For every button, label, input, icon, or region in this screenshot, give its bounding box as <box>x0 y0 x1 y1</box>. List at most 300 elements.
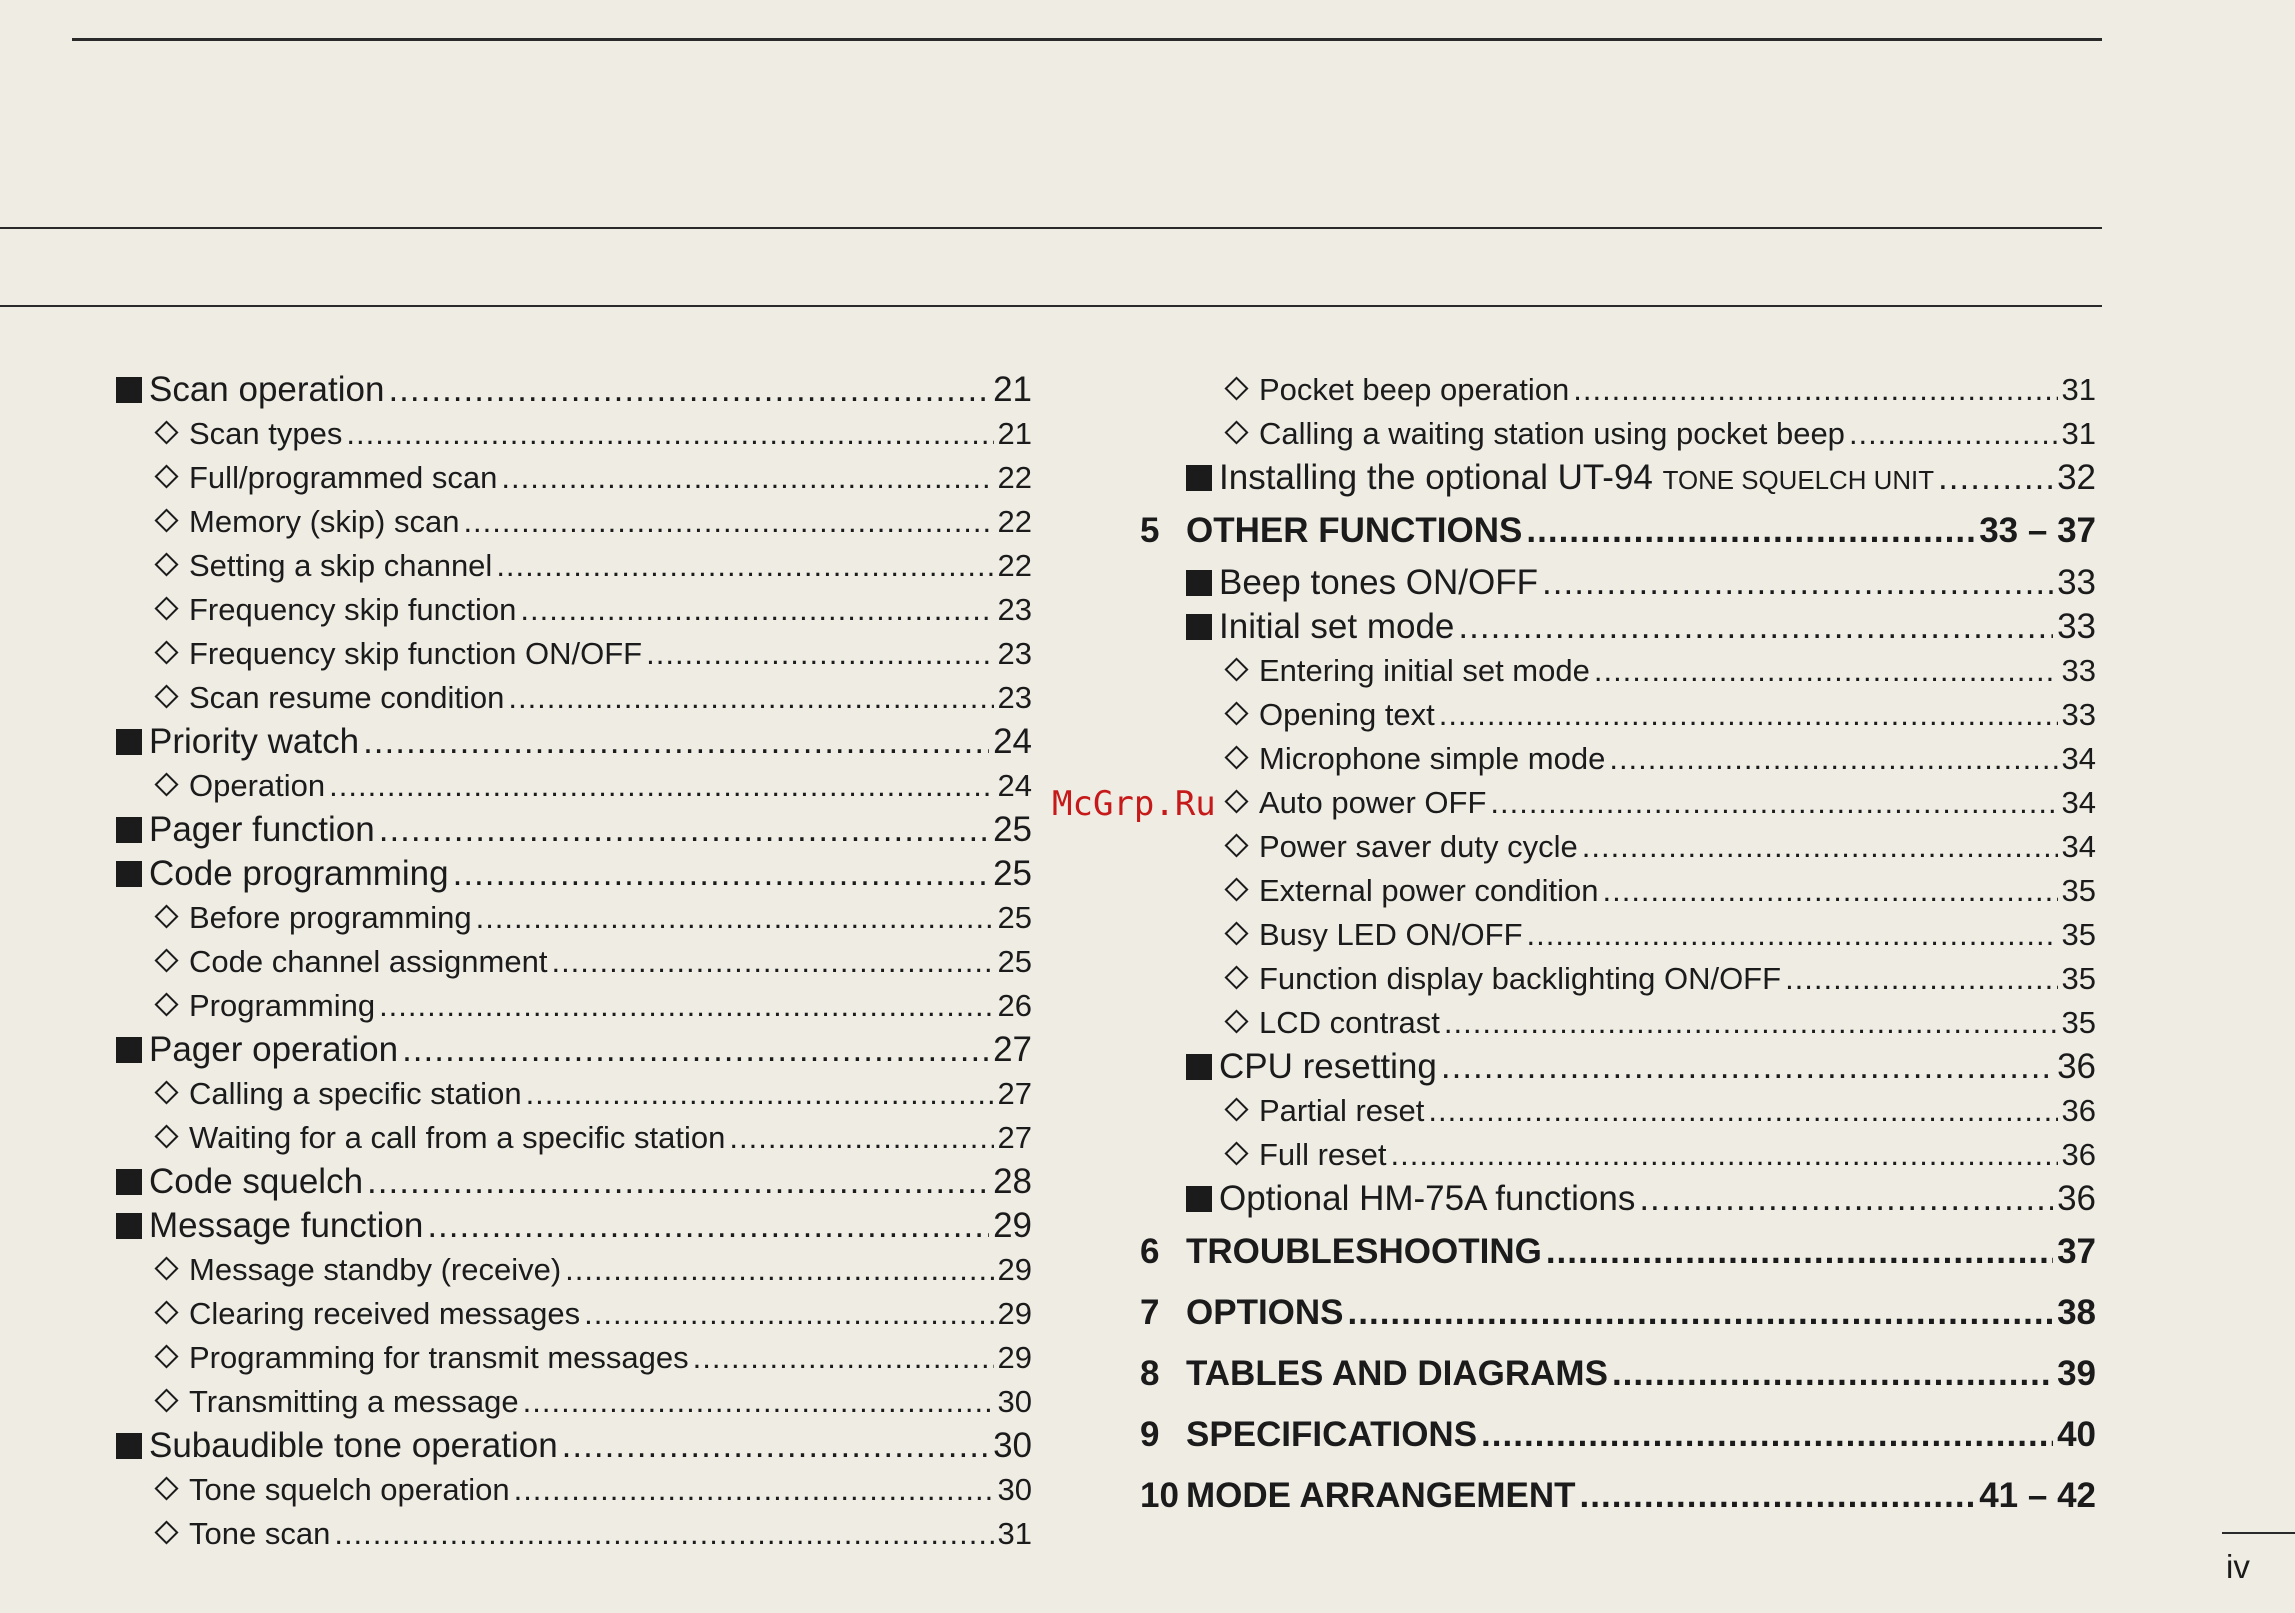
toc-entry-title <box>1186 605 1454 649</box>
toc-entry-label: LCD contrast <box>1259 1005 1440 1040</box>
square-bullet-icon <box>1186 1054 1212 1080</box>
diamond-bullet-icon <box>154 1300 178 1324</box>
toc-entry[interactable] <box>1140 1404 2096 1465</box>
chapter-number: 9 <box>1140 1415 1160 1454</box>
dot-leader <box>1527 913 2058 957</box>
toc-page-number: 33 <box>2061 653 2096 688</box>
chapter-number: 6 <box>1140 1232 1160 1271</box>
toc-entry[interactable] <box>116 412 1032 456</box>
dot-leader <box>1582 825 2058 869</box>
toc-entry[interactable] <box>116 1468 1032 1512</box>
toc-entry[interactable] <box>116 984 1032 1028</box>
toc-entry-label: Before programming <box>189 900 472 935</box>
square-bullet-icon <box>116 729 142 755</box>
toc-entry[interactable] <box>1140 456 2096 500</box>
toc-entry[interactable] <box>116 808 1032 852</box>
dot-leader <box>1546 1221 2053 1282</box>
diamond-bullet-icon <box>1224 1009 1248 1033</box>
toc-entry-title <box>154 1512 330 1556</box>
square-bullet-icon <box>1186 570 1212 596</box>
toc-entry[interactable] <box>1140 561 2096 605</box>
dot-leader <box>463 500 993 544</box>
toc-entry-label: Initial set mode <box>1219 607 1455 646</box>
toc-entry[interactable] <box>1140 1177 2096 1221</box>
toc-entry-title <box>1140 1221 1542 1282</box>
toc-entry-label: Clearing received messages <box>189 1296 581 1331</box>
diamond-bullet-icon <box>154 684 178 708</box>
toc-entry[interactable] <box>116 720 1032 764</box>
diamond-bullet-icon <box>154 508 178 532</box>
toc-entry-title <box>1140 1465 1576 1526</box>
toc-entry-label: Programming for transmit messages <box>189 1340 689 1375</box>
toc-entry-title <box>116 720 359 764</box>
diamond-bullet-icon <box>1224 877 1248 901</box>
toc-page-number: 24 <box>997 768 1032 803</box>
toc-entry-label: Busy LED ON/OFF <box>1259 917 1523 952</box>
square-bullet-icon <box>116 817 142 843</box>
square-bullet-icon <box>1186 1186 1212 1212</box>
toc-entry-label: Scan operation <box>149 370 385 409</box>
dot-leader <box>496 544 993 588</box>
toc-entry[interactable] <box>1140 1001 2096 1045</box>
toc-entry-title <box>154 1468 510 1512</box>
toc-page-number: 34 <box>2061 829 2096 864</box>
toc-page-number: 38 <box>2057 1293 2096 1332</box>
toc-entry-label: Beep tones ON/OFF <box>1219 563 1539 602</box>
toc-entry-title <box>154 588 516 632</box>
watermark: McGrp.Ru <box>1052 784 1216 824</box>
toc-page-number: 23 <box>997 592 1032 627</box>
dot-leader <box>453 852 989 896</box>
toc-page-number: 31 <box>997 1516 1032 1551</box>
chapter-number: 5 <box>1140 511 1160 550</box>
diamond-bullet-icon <box>154 1520 178 1544</box>
toc-page-number: 26 <box>997 988 1032 1023</box>
diamond-bullet-icon <box>154 1476 178 1500</box>
dot-leader <box>1458 605 2053 649</box>
toc-entry[interactable] <box>116 1512 1032 1556</box>
toc-page-number: 23 <box>997 680 1032 715</box>
toc-entry-title <box>116 368 384 412</box>
dot-leader <box>1609 737 2057 781</box>
diamond-bullet-icon <box>154 420 178 444</box>
toc-entry-title <box>154 1336 689 1380</box>
toc-entry[interactable] <box>1140 957 2096 1001</box>
toc-entry-label: Full reset <box>1259 1137 1387 1172</box>
toc-entry[interactable] <box>1140 825 2096 869</box>
toc-page-number: 35 <box>2061 873 2096 908</box>
dot-leader <box>1594 649 2058 693</box>
dot-leader <box>388 368 989 412</box>
toc-entry[interactable] <box>116 368 1032 412</box>
toc-entry[interactable] <box>1140 412 2096 456</box>
toc-entry-title <box>154 984 375 1028</box>
toc-page-number: 33 – 37 <box>1979 511 2096 550</box>
toc-entry-label: Transmitting a message <box>189 1384 519 1419</box>
header-rule-upper <box>0 227 2102 229</box>
toc-entry-label: Full/programmed scan <box>189 460 498 495</box>
toc-page-number: 30 <box>997 1384 1032 1419</box>
dot-leader <box>1602 869 2057 913</box>
toc-entry-label: Code channel assignment <box>189 944 548 979</box>
diamond-bullet-icon <box>154 772 178 796</box>
toc-page-number: 29 <box>993 1206 1032 1245</box>
dot-leader <box>379 808 989 852</box>
toc-left-column <box>116 368 1032 1556</box>
toc-entry[interactable] <box>116 1292 1032 1336</box>
toc-entry-label: Function display backlighting ON/OFF <box>1259 961 1782 996</box>
toc-entry-title <box>1224 1089 1424 1133</box>
dot-leader <box>476 896 994 940</box>
dot-leader <box>1441 1045 2053 1089</box>
dot-leader <box>1849 412 2058 456</box>
toc-entry-label: Pocket beep operation <box>1259 372 1570 407</box>
toc-entry-label: MODE ARRANGEMENT <box>1186 1476 1576 1515</box>
toc-entry-label: Code programming <box>149 854 449 893</box>
dot-leader <box>1639 1177 2053 1221</box>
diamond-bullet-icon <box>1224 701 1248 725</box>
toc-entry[interactable] <box>116 896 1032 940</box>
toc-page-number: 32 <box>2057 458 2096 497</box>
toc-entry[interactable] <box>1140 737 2096 781</box>
toc-page-number: 35 <box>2061 917 2096 952</box>
toc-page-number: 22 <box>997 504 1032 539</box>
toc-entry-title <box>116 808 375 852</box>
toc-entry-title <box>1140 1282 1344 1343</box>
diamond-bullet-icon <box>154 1256 178 1280</box>
toc-entry[interactable] <box>1140 1045 2096 1089</box>
dot-leader <box>1348 1282 2054 1343</box>
toc-page-number: 29 <box>997 1252 1032 1287</box>
toc-entry-label: Setting a skip channel <box>189 548 493 583</box>
toc-entry-title <box>1224 825 1578 869</box>
dot-leader <box>334 1512 993 1556</box>
chapter-number: 8 <box>1140 1354 1160 1393</box>
toc-entry-title <box>1140 1343 1608 1404</box>
toc-entry-label: OTHER FUNCTIONS <box>1186 511 1523 550</box>
toc-entry-title <box>1140 1404 1477 1465</box>
square-bullet-icon <box>116 861 142 887</box>
dot-leader <box>551 940 993 984</box>
toc-right-column <box>1140 368 2096 1526</box>
toc-entry[interactable] <box>1140 649 2096 693</box>
header-rule-lower <box>0 305 2102 307</box>
diamond-bullet-icon <box>154 464 178 488</box>
dot-leader <box>1938 456 2053 500</box>
toc-page-number: 27 <box>993 1030 1032 1069</box>
toc-entry-title <box>154 676 504 720</box>
toc-entry[interactable] <box>116 1204 1032 1248</box>
square-bullet-icon <box>1186 614 1212 640</box>
dot-leader <box>346 412 993 456</box>
chapter-number: 7 <box>1140 1293 1160 1332</box>
toc-entry-title <box>116 1028 398 1072</box>
toc-page-number: 35 <box>2061 1005 2096 1040</box>
toc-page-number: 23 <box>997 636 1032 671</box>
dot-leader <box>1439 693 2058 737</box>
toc-entry-label: SPECIFICATIONS <box>1186 1415 1478 1454</box>
toc-entry-title <box>1224 781 1486 825</box>
dot-leader <box>363 720 989 764</box>
toc-entry-title <box>154 1248 561 1292</box>
toc-entry[interactable] <box>1140 1465 2096 1526</box>
diamond-bullet-icon <box>1224 1097 1248 1121</box>
diamond-bullet-icon <box>154 948 178 972</box>
toc-page-number: 27 <box>997 1076 1032 1111</box>
dot-leader <box>1785 957 2057 1001</box>
toc-entry[interactable] <box>1140 1282 2096 1343</box>
toc-entry[interactable] <box>1140 781 2096 825</box>
toc-entry-label: Scan types <box>189 416 343 451</box>
toc-page-number: 31 <box>2061 372 2096 407</box>
toc-entry-title <box>154 896 472 940</box>
square-bullet-icon <box>116 1213 142 1239</box>
toc-entry-label: Power saver duty cycle <box>1259 829 1578 864</box>
top-rule <box>72 38 2102 41</box>
dot-leader <box>1526 500 1975 561</box>
toc-entry-label: Pager operation <box>149 1030 399 1069</box>
toc-entry-label: Auto power OFF <box>1259 785 1487 820</box>
toc-page-number: 22 <box>997 460 1032 495</box>
toc-entry[interactable] <box>1140 693 2096 737</box>
toc-page-number: 33 <box>2057 563 2096 602</box>
toc-page-number: 27 <box>997 1120 1032 1155</box>
toc-entry-title <box>1224 737 1605 781</box>
toc-page-number: 34 <box>2061 741 2096 776</box>
toc-entry[interactable] <box>1140 869 2096 913</box>
toc-page-number: 25 <box>993 810 1032 849</box>
dot-leader <box>427 1204 989 1248</box>
toc-entry-label: Partial reset <box>1259 1093 1425 1128</box>
toc-entry-label: TROUBLESHOOTING <box>1186 1232 1542 1271</box>
dot-leader <box>379 984 993 1028</box>
dot-leader <box>1390 1133 2057 1177</box>
toc-page-number: 33 <box>2057 607 2096 646</box>
toc-entry[interactable] <box>116 1380 1032 1424</box>
dot-leader <box>1580 1465 1976 1526</box>
toc-entry-title <box>154 1292 580 1336</box>
toc-page-number: 21 <box>993 370 1032 409</box>
toc-entry[interactable] <box>116 940 1032 984</box>
toc-page-number: 21 <box>997 416 1032 451</box>
toc-entry-label: Pager function <box>149 810 375 849</box>
diamond-bullet-icon <box>154 904 178 928</box>
dot-leader <box>1428 1089 2057 1133</box>
toc-entry-title <box>1224 1001 1440 1045</box>
toc-entry-label: Message standby (receive) <box>189 1252 562 1287</box>
toc-entry-title <box>154 456 497 500</box>
toc-entry[interactable] <box>116 456 1032 500</box>
toc-entry-suffix: TONE SQUELCH UNIT <box>1662 467 1935 495</box>
toc-entry-title <box>1224 1133 1386 1177</box>
diamond-bullet-icon <box>154 1344 178 1368</box>
toc-entry-title <box>154 764 325 808</box>
toc-entry[interactable] <box>116 544 1032 588</box>
toc-page-number: 37 <box>2057 1232 2096 1271</box>
toc-entry[interactable] <box>1140 913 2096 957</box>
toc-entry[interactable] <box>116 1424 1032 1468</box>
dot-leader <box>646 632 993 676</box>
toc-entry-label: Memory (skip) scan <box>189 504 460 539</box>
toc-entry[interactable] <box>1140 605 2096 649</box>
dot-leader <box>501 456 993 500</box>
dot-leader <box>565 1248 993 1292</box>
diamond-bullet-icon <box>154 1124 178 1148</box>
toc-entry-title <box>154 544 492 588</box>
toc-page-number: 39 <box>2057 1354 2096 1393</box>
diamond-bullet-icon <box>1224 965 1248 989</box>
dot-leader <box>508 676 993 720</box>
toc-entry-label: TABLES AND DIAGRAMS <box>1186 1354 1608 1393</box>
toc-page-number: 22 <box>997 548 1032 583</box>
dot-leader <box>1481 1404 2053 1465</box>
toc-entry-label: Operation <box>189 768 326 803</box>
toc-entry[interactable] <box>116 588 1032 632</box>
toc-page-number: 31 <box>2061 416 2096 451</box>
toc-entry-label: Optional HM-75A functions <box>1219 1179 1636 1218</box>
page-number-rule <box>2222 1532 2295 1534</box>
toc-entry-title <box>154 1072 522 1116</box>
dot-leader <box>1490 781 2057 825</box>
toc-page-number: 24 <box>993 722 1032 761</box>
toc-page-number: 28 <box>993 1162 1032 1201</box>
toc-page-number: 36 <box>2057 1047 2096 1086</box>
toc-entry[interactable] <box>116 1248 1032 1292</box>
dot-leader <box>514 1468 994 1512</box>
dot-leader <box>1542 561 2053 605</box>
dot-leader <box>584 1292 993 1336</box>
toc-entry[interactable] <box>116 1160 1032 1204</box>
page-number: iv <box>2226 1548 2250 1585</box>
toc-entry-label: Subaudible tone operation <box>149 1426 558 1465</box>
square-bullet-icon <box>116 1037 142 1063</box>
toc-entry[interactable] <box>116 676 1032 720</box>
toc-entry[interactable] <box>1140 500 2096 561</box>
diamond-bullet-icon <box>154 992 178 1016</box>
toc-entry-title <box>154 632 642 676</box>
toc-entry-label: Microphone simple mode <box>1259 741 1606 776</box>
toc-entry-title <box>116 1204 423 1248</box>
toc-entry-title <box>116 852 449 896</box>
dot-leader <box>367 1160 989 1204</box>
toc-entry-label: Frequency skip function ON/OFF <box>189 636 643 671</box>
toc-entry-title <box>1186 456 1934 503</box>
diamond-bullet-icon <box>1224 420 1248 444</box>
toc-page-number: 30 <box>997 1472 1032 1507</box>
toc-page-number: 36 <box>2061 1137 2096 1172</box>
toc-entry-title <box>1186 1045 1437 1089</box>
toc-entry-title <box>1224 412 1845 456</box>
toc-entry-title <box>1140 500 1522 561</box>
chapter-number: 10 <box>1140 1476 1179 1515</box>
diamond-bullet-icon <box>1224 789 1248 813</box>
square-bullet-icon <box>1186 465 1212 491</box>
toc-entry[interactable] <box>116 1116 1032 1160</box>
dot-leader <box>693 1336 994 1380</box>
toc-page-number: 25 <box>997 944 1032 979</box>
dot-leader <box>1573 368 2057 412</box>
toc-entry-title <box>154 1116 725 1160</box>
diamond-bullet-icon <box>154 1080 178 1104</box>
dot-leader <box>562 1424 989 1468</box>
diamond-bullet-icon <box>1224 833 1248 857</box>
toc-entry-label: Code squelch <box>149 1162 364 1201</box>
diamond-bullet-icon <box>154 640 178 664</box>
toc-entry-title <box>1186 1177 1635 1221</box>
toc-page-number: 36 <box>2061 1093 2096 1128</box>
toc-entry-title <box>154 500 459 544</box>
toc-entry-title <box>1224 869 1598 913</box>
toc-entry-label: Tone squelch operation <box>189 1472 510 1507</box>
toc-entry-label: Priority watch <box>149 722 360 761</box>
dot-leader <box>523 1380 994 1424</box>
toc-page-number: 29 <box>997 1340 1032 1375</box>
toc-page-number: 40 <box>2057 1415 2096 1454</box>
toc-entry[interactable] <box>1140 1133 2096 1177</box>
dot-leader <box>402 1028 989 1072</box>
toc-entry[interactable] <box>116 764 1032 808</box>
toc-entry[interactable] <box>1140 368 2096 412</box>
toc-page-number: 33 <box>2061 697 2096 732</box>
toc-entry-title <box>154 412 342 456</box>
diamond-bullet-icon <box>1224 921 1248 945</box>
diamond-bullet-icon <box>154 596 178 620</box>
toc-entry-title <box>1224 649 1590 693</box>
toc-entry[interactable] <box>116 1072 1032 1116</box>
toc-entry-title <box>154 1380 519 1424</box>
toc-entry-label: Opening text <box>1259 697 1435 732</box>
toc-entry-label: Scan resume condition <box>189 680 505 715</box>
toc-page-number: 29 <box>997 1296 1032 1331</box>
toc-entry[interactable] <box>116 1336 1032 1380</box>
toc-entry-label: Entering initial set mode <box>1259 653 1590 688</box>
diamond-bullet-icon <box>1224 376 1248 400</box>
diamond-bullet-icon <box>154 552 178 576</box>
toc-entry[interactable] <box>1140 1343 2096 1404</box>
toc-entry-title <box>1186 561 1538 605</box>
toc-entry-label: Frequency skip function <box>189 592 517 627</box>
toc-entry-label: Calling a waiting station using pocket beep <box>1259 416 1845 451</box>
square-bullet-icon <box>116 1169 142 1195</box>
toc-entry[interactable] <box>116 1028 1032 1072</box>
toc-entry-label: Calling a specific station <box>189 1076 522 1111</box>
square-bullet-icon <box>116 377 142 403</box>
diamond-bullet-icon <box>154 1388 178 1412</box>
square-bullet-icon <box>116 1433 142 1459</box>
toc-page-number: 25 <box>993 854 1032 893</box>
toc-entry[interactable] <box>116 852 1032 896</box>
toc-entry-title <box>1224 913 1523 957</box>
toc-entry[interactable] <box>1140 1221 2096 1282</box>
toc-entry-title <box>116 1424 558 1468</box>
toc-entry[interactable] <box>116 500 1032 544</box>
toc-entry-title <box>1224 368 1569 412</box>
toc-page-number: 35 <box>2061 961 2096 996</box>
toc-entry-label: Message function <box>149 1206 424 1245</box>
toc-page-number: 34 <box>2061 785 2096 820</box>
dot-leader <box>520 588 993 632</box>
toc-entry-label: Waiting for a call from a specific station <box>189 1120 726 1155</box>
toc-entry[interactable] <box>1140 1089 2096 1133</box>
toc-entry-label: CPU resetting <box>1219 1047 1437 1086</box>
toc-entry-title <box>154 940 547 984</box>
dot-leader <box>1444 1001 2058 1045</box>
toc-entry[interactable] <box>116 632 1032 676</box>
toc-entry-label: External power condition <box>1259 873 1599 908</box>
toc-page-number: 30 <box>993 1426 1032 1465</box>
toc-page-number: 25 <box>997 900 1032 935</box>
diamond-bullet-icon <box>1224 657 1248 681</box>
